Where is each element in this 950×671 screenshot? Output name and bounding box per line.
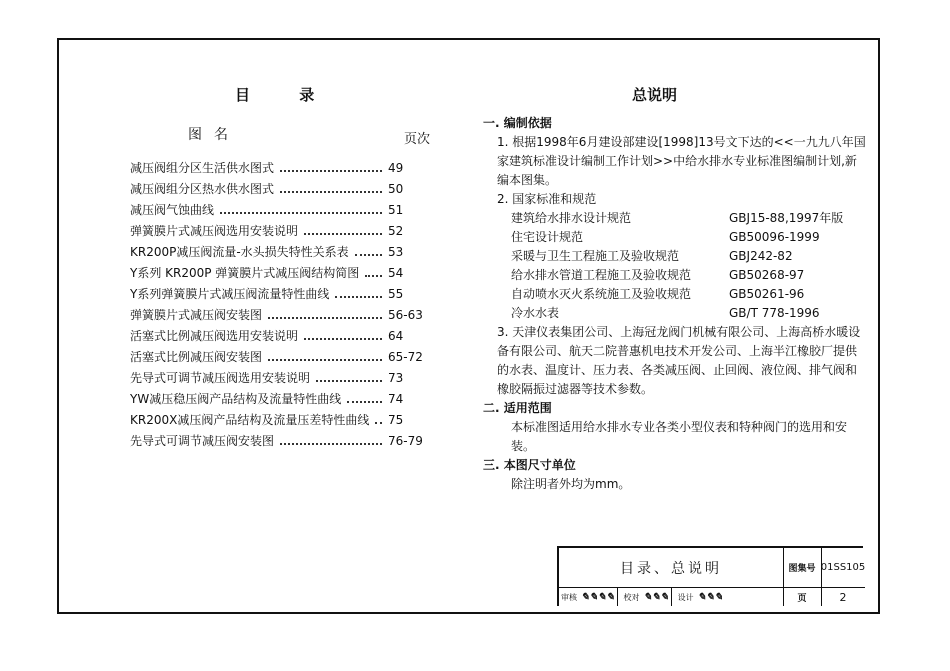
drawing-title: 目录、总说明 (559, 548, 784, 588)
standard-row: 住宅设计规范 GB50096-1999 (511, 230, 820, 244)
design-label: 设计 (677, 592, 694, 602)
check-label: 校对 (623, 592, 640, 602)
standard-row: 建筑给水排水设计规范 GBJ15-88,1997年版 (511, 211, 844, 225)
toc-item: YW减压稳压阀产品结构及流量特性曲线 74 (130, 391, 404, 406)
review-label: 审核 (561, 592, 577, 602)
standard-row: 给水排水管道工程施工及验收规范 GB50268-97 (511, 268, 805, 282)
check-signature: ✎✎✎ (643, 591, 669, 603)
toc-item: 减压阀气蚀曲线 51 (130, 202, 404, 217)
design-signature: ✎✎✎ (697, 591, 723, 603)
note-item-1: 1. 根据1998年6月建设部建设[1998]13号文下达的<<一九九八年国家建筑标准设计编制工作计划>>中给水排水专业标准图编制计划,新编本图集。 (497, 135, 866, 187)
toc-list (130, 157, 450, 451)
review-signature: ✎✎✎✎ (581, 591, 615, 603)
toc-item: 弹簧膜片式减压阀选用安装说明 52 (130, 223, 404, 238)
section-3-text: 除注明者外均为mm。 (511, 477, 631, 491)
toc-item: 减压阀组分区生活供水图式 49 (130, 160, 404, 175)
page-number: 2 (839, 590, 847, 604)
note-item-3: 3. 天津仪表集团公司、上海冠龙阀门机械有限公司、上海高桥水暖设备有限公司、航天二院普惠机电技术开发公司、上海半江橡胶厂提供的水表、温度计、压力表、各类减压阀、止回阀、液位阀、排气阀和橡胶隔振过滤器等技术参数。 (497, 325, 861, 396)
toc-item: KR200P减压阀流量-水头损失特性关系表 53 (130, 244, 404, 259)
notes-title: 总说明 (632, 86, 678, 104)
atlas-no-label: 图集号 (783, 548, 822, 588)
toc-item: Y系列弹簧膜片式减压阀流量特性曲线 55 (130, 286, 404, 301)
section-2-text: 本标准图适用给水排水专业各类小型仪表和特种阀门的选用和安装。 (511, 420, 848, 453)
general-notes (483, 114, 868, 494)
toc-item: 先导式可调节减压阀安装图 76-79 (130, 433, 423, 448)
section-2-title: 二. 适用范围 (483, 401, 552, 415)
signature-row (559, 588, 784, 606)
standard-row: 冷水水表 GB/T 778-1996 (511, 306, 820, 320)
toc-item: 先导式可调节减压阀选用安装说明 73 (130, 370, 404, 385)
title-block (557, 546, 866, 606)
toc-item: Y系列 KR200P 弹簧膜片式减压阀结构简图 54 (130, 265, 404, 280)
toc-item: 活塞式比例减压阀选用安装说明 64 (130, 328, 404, 343)
toc-item: KR200X减压阀产品结构及流量压差特性曲线 75 (130, 412, 404, 427)
page-label: 页 (783, 588, 822, 606)
standard-row: 自动喷水灭火系统施工及验收规范 GB50261-96 (511, 287, 805, 301)
toc-title: 目 录 (235, 86, 337, 104)
toc-item: 减压阀组分区热水供水图式 50 (130, 181, 404, 196)
section-1-title: 一. 编制依据 (483, 116, 552, 130)
toc-item: 活塞式比例减压阀安装图 65-72 (130, 349, 423, 364)
standard-row: 采暖与卫生工程施工及验收规范 GBJ242-82 (511, 249, 793, 263)
section-3-title: 三. 本图尺寸单位 (483, 458, 576, 472)
atlas-no: 01SS105 (821, 548, 865, 588)
toc-header-page: 页次 (404, 132, 431, 147)
toc-header-name: 图名 (188, 127, 240, 143)
toc-item: 弹簧膜片式减压阀安装图 56-63 (130, 307, 423, 322)
note-item-2: 2. 国家标准和规范 (497, 192, 597, 206)
